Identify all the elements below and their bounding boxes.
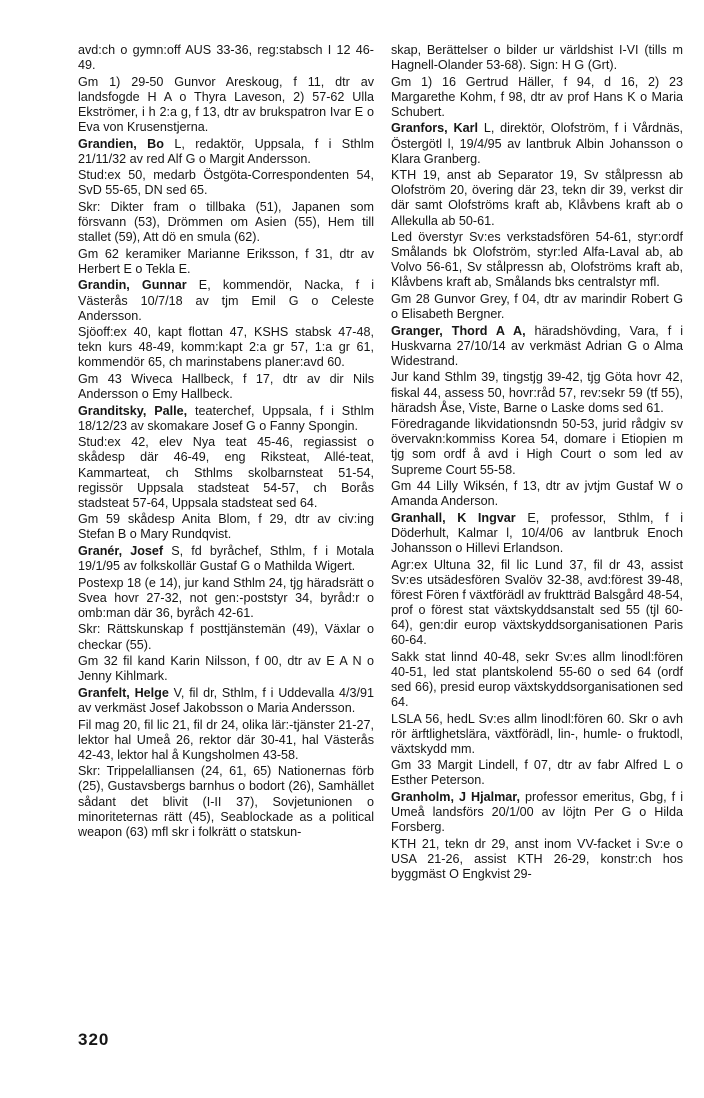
entry-paragraph	[391, 75, 683, 120]
entry-text: Gm 59 skådesp Anita Blom, f 29, dtr av civ:ing Stefan B o Mary Rundqvist.	[78, 512, 374, 542]
entry-text: E, professor, Sthlm, f i Döderhult, Kalmar l, 10/4/06 av lantbruk Enoch Johansson o Hillevi Erlandson.	[391, 510, 683, 555]
entry-name: Granhall, K Ingvar	[391, 510, 516, 525]
entry-heading-paragraph	[78, 686, 374, 716]
entry-paragraph	[391, 168, 683, 228]
entry-text: Skr: Dikter fram o tillbaka (51), Japanen som försvann (53), Drömmen om Asien (55), Hem till stallet (59), Att dö en smula (62).	[78, 199, 374, 245]
entry-paragraph	[391, 370, 683, 415]
entry-paragraph	[391, 43, 683, 73]
right-column	[391, 43, 683, 884]
entry-text: KTH 19, anst ab Separator 19, Sv stålpressn ab Olofström 20, övering där 23, tekn dir 39, verkst dir där samt Olofströms kraft ab, Klåvbens kraft ab o Allekulla ab 50-61.	[391, 168, 683, 228]
entry-heading-paragraph	[78, 278, 374, 323]
entry-paragraph	[78, 75, 374, 135]
entry-paragraph	[78, 718, 374, 763]
entry-text: Gm 28 Gunvor Grey, f 04, dtr av marindir Robert G o Elisabeth Bergner.	[391, 292, 683, 322]
entry-heading-paragraph	[78, 404, 374, 434]
entry-text: teaterchef, Uppsala, f i Sthlm 18/12/23 av skomakare Josef G o Fanny Spongin.	[78, 403, 374, 433]
entry-heading-paragraph	[78, 137, 374, 167]
entry-text: Gm 32 fil kand Karin Nilsson, f 00, dtr av E A N o Jenny Kihlmark.	[78, 654, 374, 684]
entry-paragraph	[391, 558, 683, 649]
entry-paragraph	[391, 230, 683, 290]
entry-heading-paragraph	[391, 121, 683, 166]
entry-text: Postexp 18 (e 14), jur kand Sthlm 24, tjg häradsrätt o Svea hovr 27-32, not gen:-poststyr 34, byråd:r o omb:man där 36, byråch 42-61.	[78, 575, 374, 620]
page-number: 320	[78, 1030, 110, 1049]
entry-text: Gm 33 Margit Lindell, f 07, dtr av fabr Alfred L o Esther Peterson.	[391, 758, 683, 788]
entry-text: LSLA 56, hedL Sv:es allm linodl:fören 60. Skr o avh rör ärftlighetslära, växtförädl, lin-, humle- o fruktodl, växtskydd mm.	[391, 711, 683, 756]
entry-paragraph	[391, 837, 683, 882]
entry-name: Grandin, Gunnar	[78, 278, 187, 293]
entry-paragraph	[78, 576, 374, 621]
entry-paragraph	[78, 435, 374, 510]
entry-heading-paragraph	[391, 790, 683, 835]
entry-paragraph	[78, 654, 374, 684]
entry-heading-paragraph	[78, 544, 374, 574]
entry-text: Gm 1) 29-50 Gunvor Areskoug, f 11, dtr av landsfogde H A o Thyra Laveson, 2) 57-62 Ulla Ekströmer, i h 2:a g, f 13, dtr av brukspatron Ivar E o Eva von Krusenstjerna.	[78, 74, 374, 134]
entry-text: V, fil dr, Sthlm, f i Uddevalla 4/3/91 av verkmäst Josef Jakobsson o Maria Andersson.	[78, 685, 375, 715]
entry-text: skap, Berättelser o bilder ur världshist I-VI (tills m Hagnell-Olander 53-68). Sign: H G (Grt).	[391, 43, 683, 73]
entry-heading-paragraph	[391, 511, 683, 556]
entry-paragraph	[78, 43, 374, 73]
entry-text: KTH 21, tekn dr 29, anst inom VV-facket i Sv:e o USA 21-26, assist KTH 26-29, konstr:ch hos byggmäst O Engkvist 29-	[391, 836, 683, 881]
entry-name: Grandien, Bo	[78, 136, 164, 151]
entry-text: Gm 62 keramiker Marianne Eriksson, f 31, dtr av Herbert E o Tekla E.	[78, 246, 374, 276]
entry-text: Sakk stat linnd 40-48, sekr Sv:es allm linodl:fören 40-51, led stat plantskolend 55-60 o sed 64 (ordf sed 66), presid europ växtskyddsorganisationen sed 64.	[391, 649, 683, 709]
entry-paragraph	[78, 325, 374, 370]
entry-paragraph	[391, 758, 683, 788]
entry-text: S, fd byråchef, Sthlm, f i Motala 19/1/95 av folkskollär Gustaf G o Mathilda Wigert.	[78, 544, 374, 574]
entry-text: E, kommendör, Nacka, f i Västerås 10/7/18 av tjm Emil G o Celeste Andersson.	[78, 278, 374, 323]
entry-text: Fil mag 20, fil lic 21, fil dr 24, olika lär:-tjänster 21-27, lektor hal Umeå 26, rektor där 30-41, hal Västerås 42-43, lektor hal å Kungsholmen 43-58.	[78, 717, 374, 762]
entry-paragraph	[78, 247, 374, 277]
entry-paragraph	[78, 764, 374, 839]
entry-paragraph	[391, 712, 683, 757]
entry-text: L, redaktör, Uppsala, f i Sthlm 21/11/32 av red Alf G o Margit Andersson.	[78, 136, 374, 166]
entry-paragraph	[78, 512, 374, 542]
entry-text: Jur kand Sthlm 39, tingstjg 39-42, tjg Göta hovr 42, fiskal 44, assess 50, hovr:råd 57, rev:sekr 59 (tf 55), häradsh Åse, Viste, Barne o Laske doms sed 61.	[391, 370, 683, 415]
entry-text: häradshövding, Vara, f i Huskvarna 27/10/14 av verkmäst Adrian G o Alma Widestrand.	[391, 323, 683, 368]
entry-name: Granger, Thord A A,	[391, 323, 526, 338]
entry-heading-paragraph	[391, 324, 683, 369]
entry-text: Led överstyr Sv:es verkstadsfören 54-61, styr:ordf Smålands bk Olofström, styr:led Alfa-Laval ab, ab Volvo 56-61, Sv stålpressn ab, Olofströms kraft ab, Klåvbens kraft ab, Smålands bks centralstyr mfl.	[391, 230, 683, 290]
entry-paragraph	[391, 417, 683, 477]
entry-paragraph	[391, 479, 683, 509]
entry-name: Granfelt, Helge	[78, 685, 169, 700]
entry-text: Föredragande likvidationsndn 50-53, jurid rådgiv sv övervakn:kommiss Korea 54, domare i Etiopien m tjg som ordf å avd i High Court o som led av Supreme Court 55-58.	[391, 417, 683, 477]
entry-text: L, direktör, Olofström, f i Vårdnäs, Östergötl l, 19/4/95 av lantbruk Albin Johansson o Klara Granberg.	[391, 121, 684, 166]
entry-text: Stud:ex 42, elev Nya teat 45-46, regiassist o skådesp där 46-49, eng Riksteat, Allé-teat, Kammarteat, ch Sthlms skolbarnsteat 51-54, regissör Uppsala stadsteat 54-57, ch Borås stadsteat 57-64, Uppsala stadsteat sed 64.	[78, 435, 374, 510]
entry-paragraph	[391, 650, 683, 710]
entry-name: Granditsky, Palle,	[78, 403, 188, 418]
entry-paragraph	[78, 372, 374, 402]
entry-text: Agr:ex Ultuna 32, fil lic Lund 37, fil dr 43, assist Sv:es utsädesfören Svalöv 32-38, avd:förest 39-48, förest Fören f växtförädl av fruktträd Balsgård 48-54, prof o förest stat växtskyddsanstalt sed 55 (tjl 60-64), gen:dir europ växtskyddsorganisationen Paris 60-64.	[391, 557, 683, 648]
entry-paragraph	[78, 168, 374, 198]
entry-paragraph	[78, 622, 374, 652]
entry-name: Granholm, J Hjalmar,	[391, 790, 521, 804]
entry-text: Stud:ex 50, medarb Östgöta-Correspondenten 54, SvD 55-65, DN sed 65.	[78, 168, 374, 198]
entry-text: Skr: Rättskunskap f posttjänstemän (49), Växlar o checkar (55).	[78, 622, 374, 652]
entry-paragraph	[391, 292, 683, 322]
entry-text: Skr: Trippelalliansen (24, 61, 65) Nationernas förb (25), Gustavsbergs barnhus o bodort (26), Samhället sådant det blivit (I-II 37), Sovjetunionen o minoriteternas rätt (45), Seablockade as a political weapon (63) mfl skr i folkrätt o statskun-	[78, 764, 374, 839]
entry-name: Granér, Josef	[78, 544, 164, 558]
entry-name: Granfors, Karl	[391, 121, 479, 136]
entry-text: avd:ch o gymn:off AUS 33-36, reg:stabsch I 12 46-49.	[78, 43, 374, 73]
left-column	[78, 43, 374, 841]
entry-text: professor emeritus, Gbg, f i Umeå landsförs 20/1/00 av löjtn Per G o Hilda Forsberg.	[391, 790, 684, 835]
entry-text: Sjöoff:ex 40, kapt flottan 47, KSHS stabsk 47-48, tekn kurs 48-49, komm:kapt 2:a gr 57, 1:a gr 61, kommendör 65, ch marinstabens planer:avd 60.	[78, 325, 374, 370]
entry-text: Gm 44 Lilly Wiksén, f 13, dtr av jvtjm Gustaf W o Amanda Anderson.	[391, 479, 683, 509]
entry-text: Gm 43 Wiveca Hallbeck, f 17, dtr av dir Nils Andersson o Emy Hallbeck.	[78, 371, 374, 402]
entry-text: Gm 1) 16 Gertrud Häller, f 94, d 16, 2) 23 Margarethe Kohm, f 98, dtr av prof Hans K o Maria Schubert.	[391, 74, 683, 119]
entry-paragraph	[78, 200, 374, 245]
